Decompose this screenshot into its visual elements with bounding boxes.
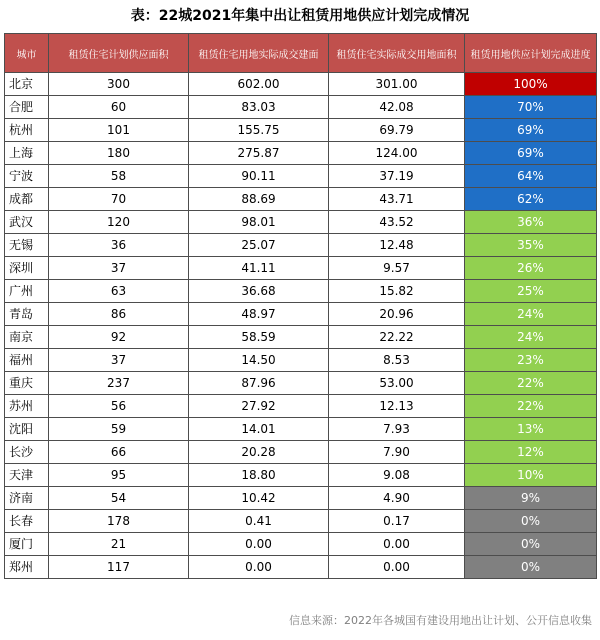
cell-planned-area: 66 [49, 441, 189, 464]
cell-progress: 0% [465, 556, 597, 579]
table-row [5, 234, 597, 257]
table-row [5, 556, 597, 579]
cell-built-area: 25.07 [189, 234, 329, 257]
table-row [5, 165, 597, 188]
cell-built-area: 275.87 [189, 142, 329, 165]
table-row [5, 395, 597, 418]
cell-city: 青岛 [5, 303, 49, 326]
cell-city: 福州 [5, 349, 49, 372]
header-row [5, 34, 597, 73]
cell-planned-area: 54 [49, 487, 189, 510]
rental-land-table [4, 33, 597, 579]
cell-built-area: 83.03 [189, 96, 329, 119]
cell-land-area: 0.00 [329, 533, 465, 556]
cell-city: 天津 [5, 464, 49, 487]
cell-land-area: 20.96 [329, 303, 465, 326]
cell-progress: 24% [465, 303, 597, 326]
cell-land-area: 124.00 [329, 142, 465, 165]
cell-built-area: 0.41 [189, 510, 329, 533]
cell-planned-area: 21 [49, 533, 189, 556]
cell-progress: 0% [465, 510, 597, 533]
cell-land-area: 4.90 [329, 487, 465, 510]
cell-city: 苏州 [5, 395, 49, 418]
cell-planned-area: 56 [49, 395, 189, 418]
cell-planned-area: 237 [49, 372, 189, 395]
cell-land-area: 7.93 [329, 418, 465, 441]
cell-city: 厦门 [5, 533, 49, 556]
table-row [5, 257, 597, 280]
cell-planned-area: 120 [49, 211, 189, 234]
table-row [5, 73, 597, 96]
cell-progress: 62% [465, 188, 597, 211]
cell-planned-area: 59 [49, 418, 189, 441]
header-land-area: 租赁住宅实际成交用地面积 [329, 34, 465, 73]
cell-progress: 70% [465, 96, 597, 119]
cell-city: 成都 [5, 188, 49, 211]
cell-land-area: 9.08 [329, 464, 465, 487]
cell-progress: 100% [465, 73, 597, 96]
cell-land-area: 9.57 [329, 257, 465, 280]
table-row [5, 510, 597, 533]
cell-land-area: 12.13 [329, 395, 465, 418]
cell-land-area: 22.22 [329, 326, 465, 349]
cell-built-area: 602.00 [189, 73, 329, 96]
cell-planned-area: 101 [49, 119, 189, 142]
source-note: 信息来源：2022年各城国有建设用地出让计划、公开信息收集 [289, 614, 592, 627]
cell-built-area: 14.50 [189, 349, 329, 372]
table-row [5, 280, 597, 303]
cell-built-area: 14.01 [189, 418, 329, 441]
cell-progress: 26% [465, 257, 597, 280]
cell-planned-area: 300 [49, 73, 189, 96]
table-row [5, 211, 597, 234]
cell-city: 广州 [5, 280, 49, 303]
cell-built-area: 27.92 [189, 395, 329, 418]
cell-city: 长春 [5, 510, 49, 533]
table-row [5, 326, 597, 349]
cell-city: 重庆 [5, 372, 49, 395]
header-built-area: 租赁住宅用地实际成交建面 [189, 34, 329, 73]
cell-city: 宁波 [5, 165, 49, 188]
cell-progress: 10% [465, 464, 597, 487]
cell-land-area: 69.79 [329, 119, 465, 142]
cell-city: 杭州 [5, 119, 49, 142]
cell-built-area: 18.80 [189, 464, 329, 487]
cell-built-area: 41.11 [189, 257, 329, 280]
table-row [5, 349, 597, 372]
cell-city: 济南 [5, 487, 49, 510]
cell-city: 北京 [5, 73, 49, 96]
cell-land-area: 301.00 [329, 73, 465, 96]
header-planned-area: 租赁住宅计划供应面积 [49, 34, 189, 73]
cell-city: 郑州 [5, 556, 49, 579]
cell-land-area: 8.53 [329, 349, 465, 372]
cell-built-area: 155.75 [189, 119, 329, 142]
cell-land-area: 53.00 [329, 372, 465, 395]
cell-planned-area: 180 [49, 142, 189, 165]
cell-planned-area: 178 [49, 510, 189, 533]
cell-built-area: 0.00 [189, 533, 329, 556]
cell-progress: 0% [465, 533, 597, 556]
table-body [5, 73, 597, 579]
table-row [5, 119, 597, 142]
cell-progress: 24% [465, 326, 597, 349]
table-row [5, 303, 597, 326]
cell-land-area: 7.90 [329, 441, 465, 464]
table-row [5, 533, 597, 556]
table-row [5, 487, 597, 510]
cell-land-area: 43.52 [329, 211, 465, 234]
header-progress: 租赁用地供应计划完成进度 [465, 34, 597, 73]
cell-progress: 23% [465, 349, 597, 372]
cell-land-area: 42.08 [329, 96, 465, 119]
table-row [5, 188, 597, 211]
cell-city: 合肥 [5, 96, 49, 119]
cell-planned-area: 63 [49, 280, 189, 303]
table-row [5, 372, 597, 395]
cell-progress: 36% [465, 211, 597, 234]
cell-progress: 35% [465, 234, 597, 257]
cell-built-area: 88.69 [189, 188, 329, 211]
cell-progress: 13% [465, 418, 597, 441]
cell-built-area: 87.96 [189, 372, 329, 395]
cell-planned-area: 58 [49, 165, 189, 188]
table-row [5, 441, 597, 464]
table-row [5, 96, 597, 119]
cell-progress: 9% [465, 487, 597, 510]
table-row [5, 142, 597, 165]
cell-city: 无锡 [5, 234, 49, 257]
cell-built-area: 90.11 [189, 165, 329, 188]
cell-city: 长沙 [5, 441, 49, 464]
cell-planned-area: 70 [49, 188, 189, 211]
cell-land-area: 15.82 [329, 280, 465, 303]
cell-built-area: 98.01 [189, 211, 329, 234]
cell-progress: 22% [465, 372, 597, 395]
cell-land-area: 12.48 [329, 234, 465, 257]
cell-city: 上海 [5, 142, 49, 165]
cell-city: 南京 [5, 326, 49, 349]
cell-land-area: 0.17 [329, 510, 465, 533]
cell-planned-area: 117 [49, 556, 189, 579]
cell-built-area: 36.68 [189, 280, 329, 303]
cell-progress: 12% [465, 441, 597, 464]
cell-planned-area: 60 [49, 96, 189, 119]
cell-built-area: 20.28 [189, 441, 329, 464]
cell-built-area: 48.97 [189, 303, 329, 326]
cell-built-area: 10.42 [189, 487, 329, 510]
cell-city: 沈阳 [5, 418, 49, 441]
cell-planned-area: 86 [49, 303, 189, 326]
cell-built-area: 0.00 [189, 556, 329, 579]
cell-planned-area: 95 [49, 464, 189, 487]
cell-progress: 25% [465, 280, 597, 303]
cell-planned-area: 36 [49, 234, 189, 257]
cell-planned-area: 37 [49, 257, 189, 280]
cell-city: 武汉 [5, 211, 49, 234]
cell-city: 深圳 [5, 257, 49, 280]
cell-land-area: 43.71 [329, 188, 465, 211]
cell-land-area: 0.00 [329, 556, 465, 579]
cell-planned-area: 37 [49, 349, 189, 372]
cell-built-area: 58.59 [189, 326, 329, 349]
cell-progress: 64% [465, 165, 597, 188]
cell-progress: 22% [465, 395, 597, 418]
table-title: 表：22城2021年集中出让租赁用地供应计划完成情况 [130, 8, 470, 24]
table-row [5, 418, 597, 441]
table-row [5, 464, 597, 487]
cell-land-area: 37.19 [329, 165, 465, 188]
cell-planned-area: 92 [49, 326, 189, 349]
cell-progress: 69% [465, 142, 597, 165]
cell-progress: 69% [465, 119, 597, 142]
header-city: 城市 [5, 34, 49, 73]
